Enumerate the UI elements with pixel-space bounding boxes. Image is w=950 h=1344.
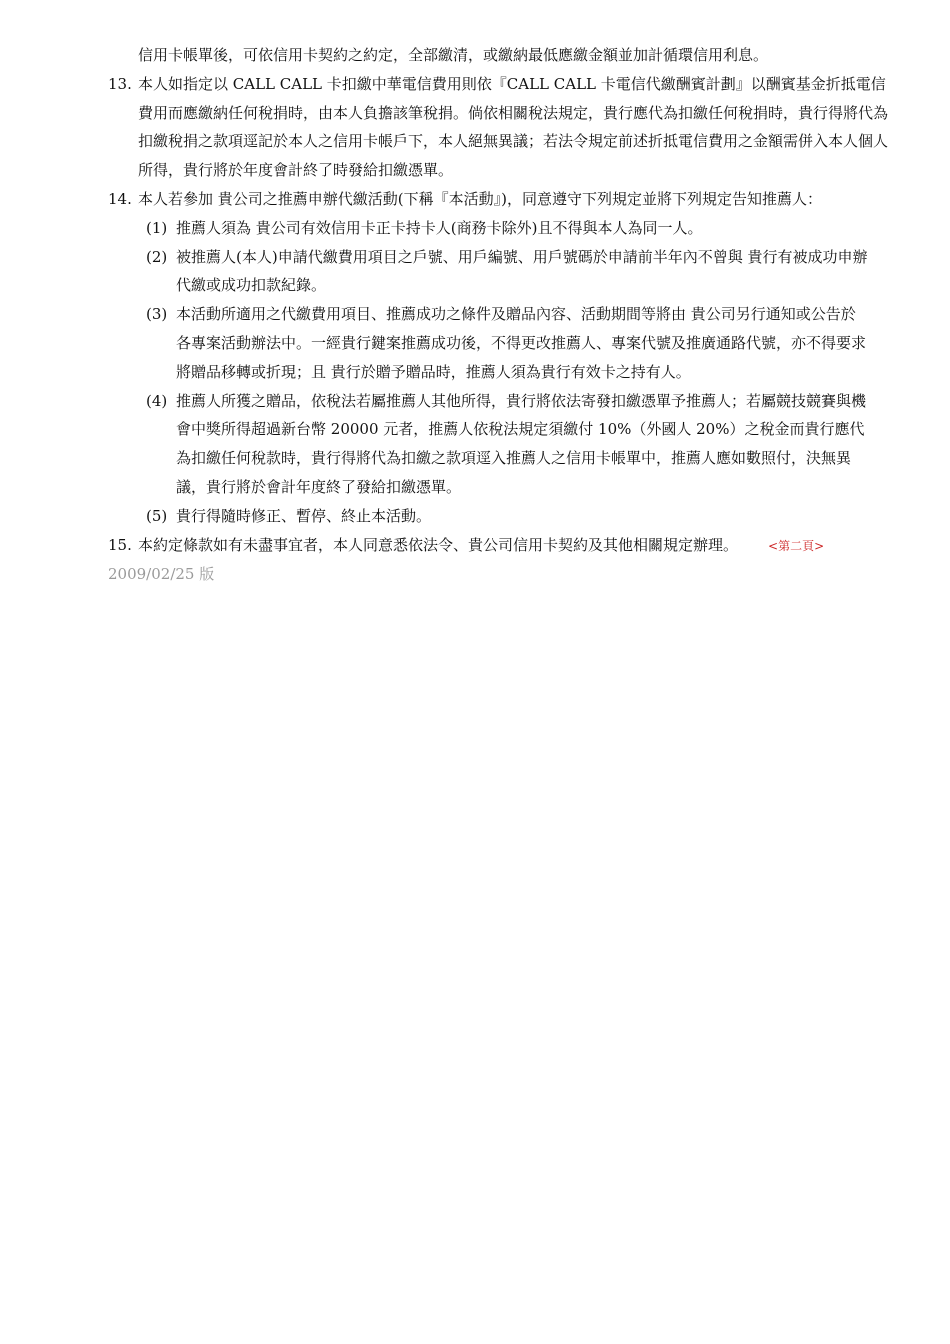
clause-text: 本人如指定以 CALL CALL 卡扣繳中華電信費用則依『CALL CALL 卡電信代繳酬賓計劃』以酬賓基金折抵電信費用而應繳納任何稅捐時，由本人負擔該筆稅捐。倘依相關稅法規定，貴行應代為扣繳任何稅捐時，貴行得將代為扣繳稅捐之款項逕記於本人之信用卡帳戶下，本人絕無異議；若法令規定前述折抵電信費用之金額需併入本人個人所得，貴行將於年度會計終了時發給扣繳憑單。 [138, 74, 889, 180]
clause-15 [0, 531, 950, 561]
subclause-number: (3) [146, 305, 168, 324]
subclause-number: (5) [146, 506, 168, 525]
subclause-text: 本活動所適用之代繳費用項目、推薦成功之條件及贈品內容、活動期間等將由 貴公司另行通知或公告於各專案活動辦法中。一經貴行鍵案推薦成功後，不得更改推薦人、專案代號及推廣通路代號，亦不得要求將贈品移轉或折現；且 貴行於贈予贈品時，推薦人須為貴行有效卡之持有人。 [176, 305, 867, 381]
subclause-3 [0, 300, 950, 386]
subclause-number: (1) [146, 218, 168, 237]
subclause-5 [0, 502, 950, 531]
subclause-text: 推薦人須為 貴公司有效信用卡正卡持卡人(商務卡除外)且不得與本人為同一人。 [176, 218, 703, 237]
clause-text: 本人若參加 貴公司之推薦申辦代繳活動(下稱『本活動』)，同意遵守下列規定並將下列規定告知推薦人： [138, 189, 822, 208]
clause-14 [0, 185, 950, 214]
subclause-number: (2) [146, 247, 168, 266]
subclause-2 [0, 243, 950, 301]
continuation-paragraph: 信用卡帳單後，可依信用卡契約之約定，全部繳清，或繳納最低應繳金額並加計循環信用利息。 [138, 46, 769, 64]
clause-number: 14. [108, 189, 132, 208]
page-number-mark: <第二頁> [768, 538, 825, 553]
subclause-text: 推薦人所獲之贈品，依稅法若屬推薦人其他所得，貴行將依法寄發扣繳憑單予推薦人；若屬競技競賽與機會中獎所得超過新台幣 20000 元者，推薦人依稅法規定須繳付 10%（外國人 20%）之稅金而貴行應代為扣繳任何稅款時，貴行得將代為扣繳之款項逕入推薦人之信用卡帳單中，推薦人應如數照付，決無異議，貴行將於會計年度終了發給扣繳憑單。 [176, 391, 867, 496]
clause-13 [0, 70, 950, 185]
clause-text: 本約定條款如有未盡事宜者，本人同意悉依法令、貴公司信用卡契約及其他相關規定辦理。 [138, 535, 739, 554]
clause-number: 13. [108, 74, 132, 93]
version-label: 2009/02/25 版 [108, 565, 215, 584]
subclause-text: 貴行得隨時修正、暫停、終止本活動。 [176, 506, 432, 525]
subclause-4 [0, 387, 950, 502]
clause-text-wrapper [138, 531, 893, 561]
clause-number: 15. [108, 535, 132, 554]
subclause-text: 被推薦人(本人)申請代繳費用項目之戶號、用戶編號、用戶號碼於申請前半年內不曾與 貴行有被成功申辦代繳或成功扣款紀錄。 [176, 247, 868, 295]
subclause-1 [0, 214, 950, 243]
subclause-number: (4) [146, 391, 168, 410]
terms-body [0, 41, 950, 589]
